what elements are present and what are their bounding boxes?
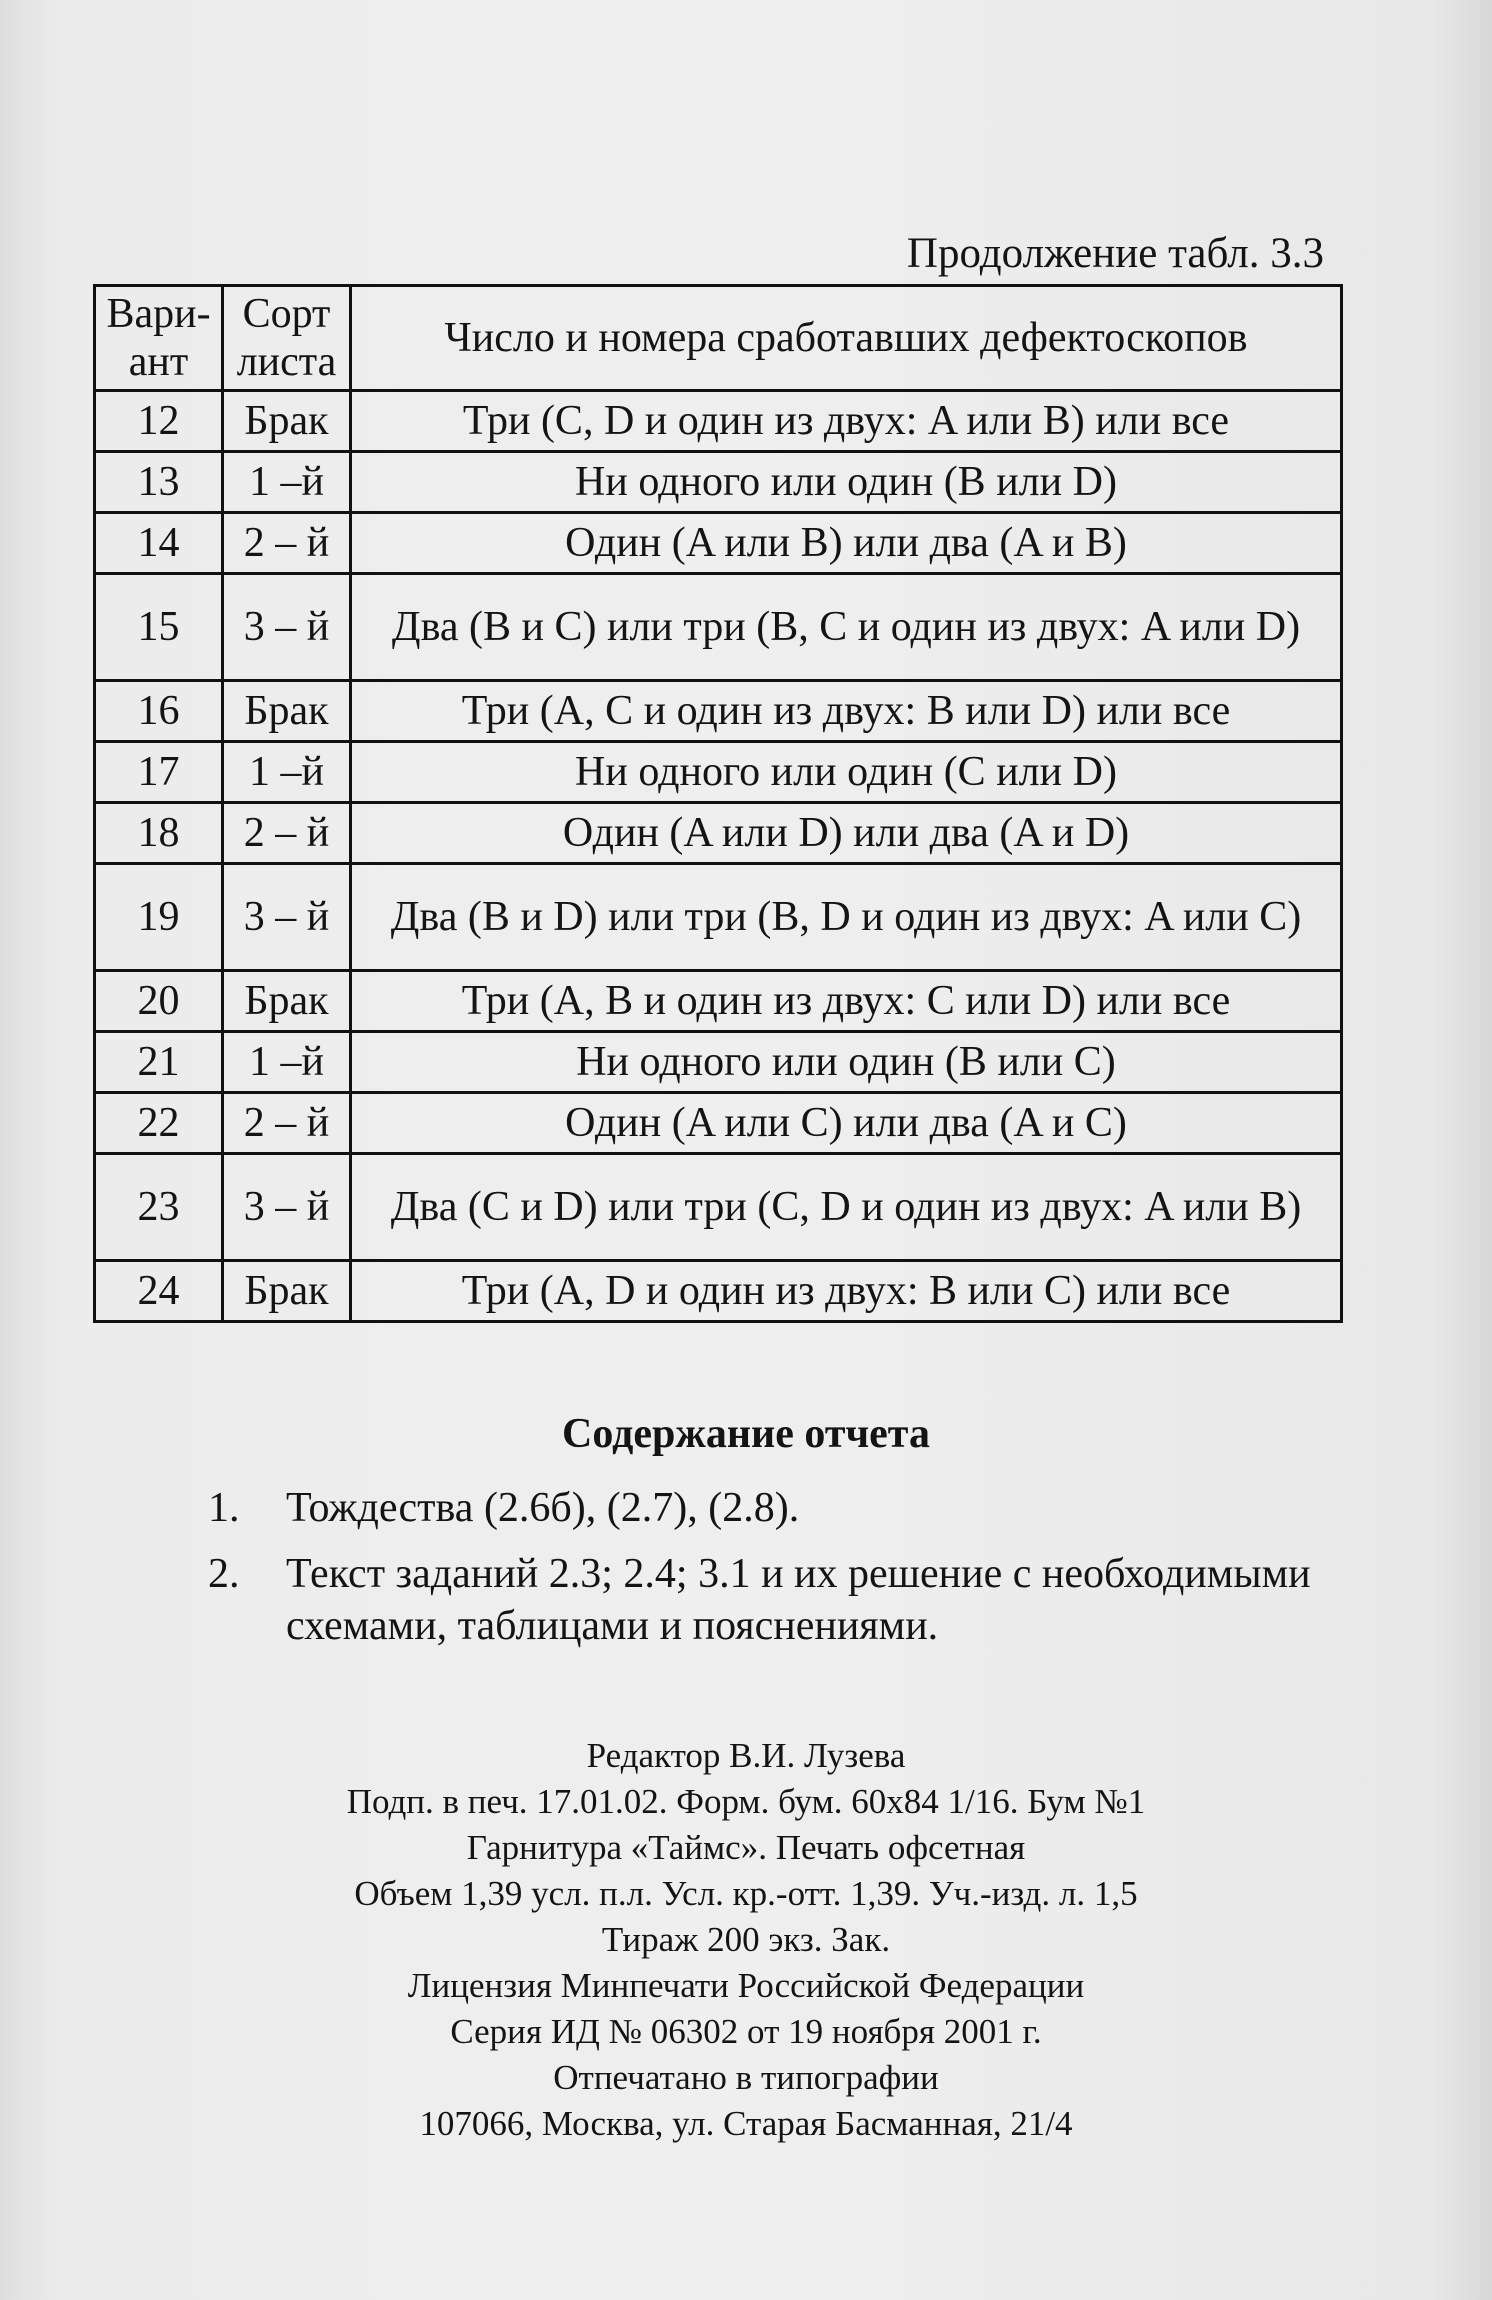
table-row: [95, 681, 1342, 742]
cell-variant: 24: [95, 1261, 223, 1322]
cell-variant: 20: [95, 971, 223, 1032]
report-list: [208, 1482, 1328, 1666]
cell-sort: 1 –й: [223, 1032, 351, 1093]
cell-variant: 13: [95, 452, 223, 513]
table-row: [95, 1154, 1342, 1261]
header-variant-line1: Вари-: [106, 291, 211, 337]
cell-sort: 3 – й: [223, 1154, 351, 1261]
cell-variant: 14: [95, 513, 223, 574]
cell-variant: 21: [95, 1032, 223, 1093]
table-row: [95, 1032, 1342, 1093]
table-row: [95, 452, 1342, 513]
imprint-typeface: Гарнитура «Таймс». Печать офсетная: [466, 1828, 1026, 1867]
cell-sort: Брак: [223, 971, 351, 1032]
imprint-volume: Объем 1,39 усл. п.л. Усл. кр.-отт. 1,39. Уч.-изд. л. 1,5: [354, 1874, 1138, 1913]
cell-description: Один (A или D) или два (A и D): [351, 803, 1342, 864]
cell-variant: 17: [95, 742, 223, 803]
report-heading: Содержание отчета: [562, 1411, 930, 1457]
cell-description: Два (B и D) или три (B, D и один из двух: A или C): [351, 864, 1342, 971]
header-sort: [223, 286, 351, 391]
cell-description: Три (A, B и один из двух: C или D) или все: [351, 971, 1342, 1032]
imprint-signed: Подп. в печ. 17.01.02. Форм. бум. 60х84 1/16. Бум №1: [346, 1782, 1146, 1821]
list-item: [208, 1548, 1328, 1652]
header-variant-line2: ант: [128, 339, 189, 385]
defectoscope-table: [93, 284, 1343, 1323]
cell-description: Ни одного или один (B или D): [351, 452, 1342, 513]
cell-sort: 3 – й: [223, 864, 351, 971]
cell-description: Три (A, C и один из двух: B или D) или все: [351, 681, 1342, 742]
cell-description: Один (A или C) или два (A и C): [351, 1093, 1342, 1154]
imprint-editor: Редактор В.И. Лузева: [586, 1736, 906, 1775]
cell-description: Два (B и C) или три (B, C и один из двух: A или D): [351, 574, 1342, 681]
cell-description: Один (A или B) или два (A и B): [351, 513, 1342, 574]
table-row: [95, 391, 1342, 452]
imprint-license: Лицензия Минпечати Российской Федерации: [407, 1966, 1085, 2005]
list-item-text: Тождества (2.6б), (2.7), (2.8).: [286, 1485, 800, 1531]
table-row: [95, 1261, 1342, 1322]
header-description: Число и номера сработавших дефектоскопов: [351, 286, 1342, 391]
cell-variant: 15: [95, 574, 223, 681]
table-row: [95, 864, 1342, 971]
cell-sort: 2 – й: [223, 803, 351, 864]
header-variant: [95, 286, 223, 391]
cell-sort: Брак: [223, 391, 351, 452]
cell-description: Три (C, D и один из двух: A или B) или все: [351, 391, 1342, 452]
imprint-address: 107066, Москва, ул. Старая Басманная, 21/4: [419, 2104, 1073, 2143]
table-row: [95, 742, 1342, 803]
imprint-block: [0, 1733, 1492, 2147]
header-sort-line1: Сорт: [242, 291, 331, 337]
table-header-row: [95, 286, 1342, 391]
header-sort-line2: листа: [236, 339, 337, 385]
cell-variant: 23: [95, 1154, 223, 1261]
cell-description: Ни одного или один (C или D): [351, 742, 1342, 803]
cell-variant: 12: [95, 391, 223, 452]
cell-variant: 16: [95, 681, 223, 742]
cell-variant: 19: [95, 864, 223, 971]
list-item-number: 1.: [208, 1485, 240, 1531]
imprint-printed: Отпечатано в типографии: [553, 2058, 939, 2097]
table-row: [95, 803, 1342, 864]
cell-description: Три (A, D и один из двух: B или C) или все: [351, 1261, 1342, 1322]
table-row: [95, 971, 1342, 1032]
table-caption: Продолжение табл. 3.3: [906, 230, 1324, 277]
list-item: [208, 1482, 1328, 1534]
cell-sort: 2 – й: [223, 513, 351, 574]
imprint-print-run: Тираж 200 экз. Зак.: [601, 1920, 891, 1959]
list-item-text: Текст заданий 2.3; 2.4; 3.1 и их решение с необходимыми схемами, таблицами и пояснениями.: [286, 1551, 1311, 1649]
cell-description: Два (C и D) или три (C, D и один из двух: A или B): [351, 1154, 1342, 1261]
table-row: [95, 1093, 1342, 1154]
cell-sort: Брак: [223, 1261, 351, 1322]
cell-sort: 1 –й: [223, 742, 351, 803]
cell-sort: 3 – й: [223, 574, 351, 681]
cell-variant: 18: [95, 803, 223, 864]
table-row: [95, 513, 1342, 574]
cell-sort: 2 – й: [223, 1093, 351, 1154]
cell-variant: 22: [95, 1093, 223, 1154]
cell-description: Ни одного или один (B или C): [351, 1032, 1342, 1093]
cell-sort: Брак: [223, 681, 351, 742]
imprint-series: Серия ИД № 06302 от 19 ноября 2001 г.: [450, 2012, 1042, 2051]
list-item-number: 2.: [208, 1551, 240, 1597]
cell-sort: 1 –й: [223, 452, 351, 513]
table-row: [95, 574, 1342, 681]
